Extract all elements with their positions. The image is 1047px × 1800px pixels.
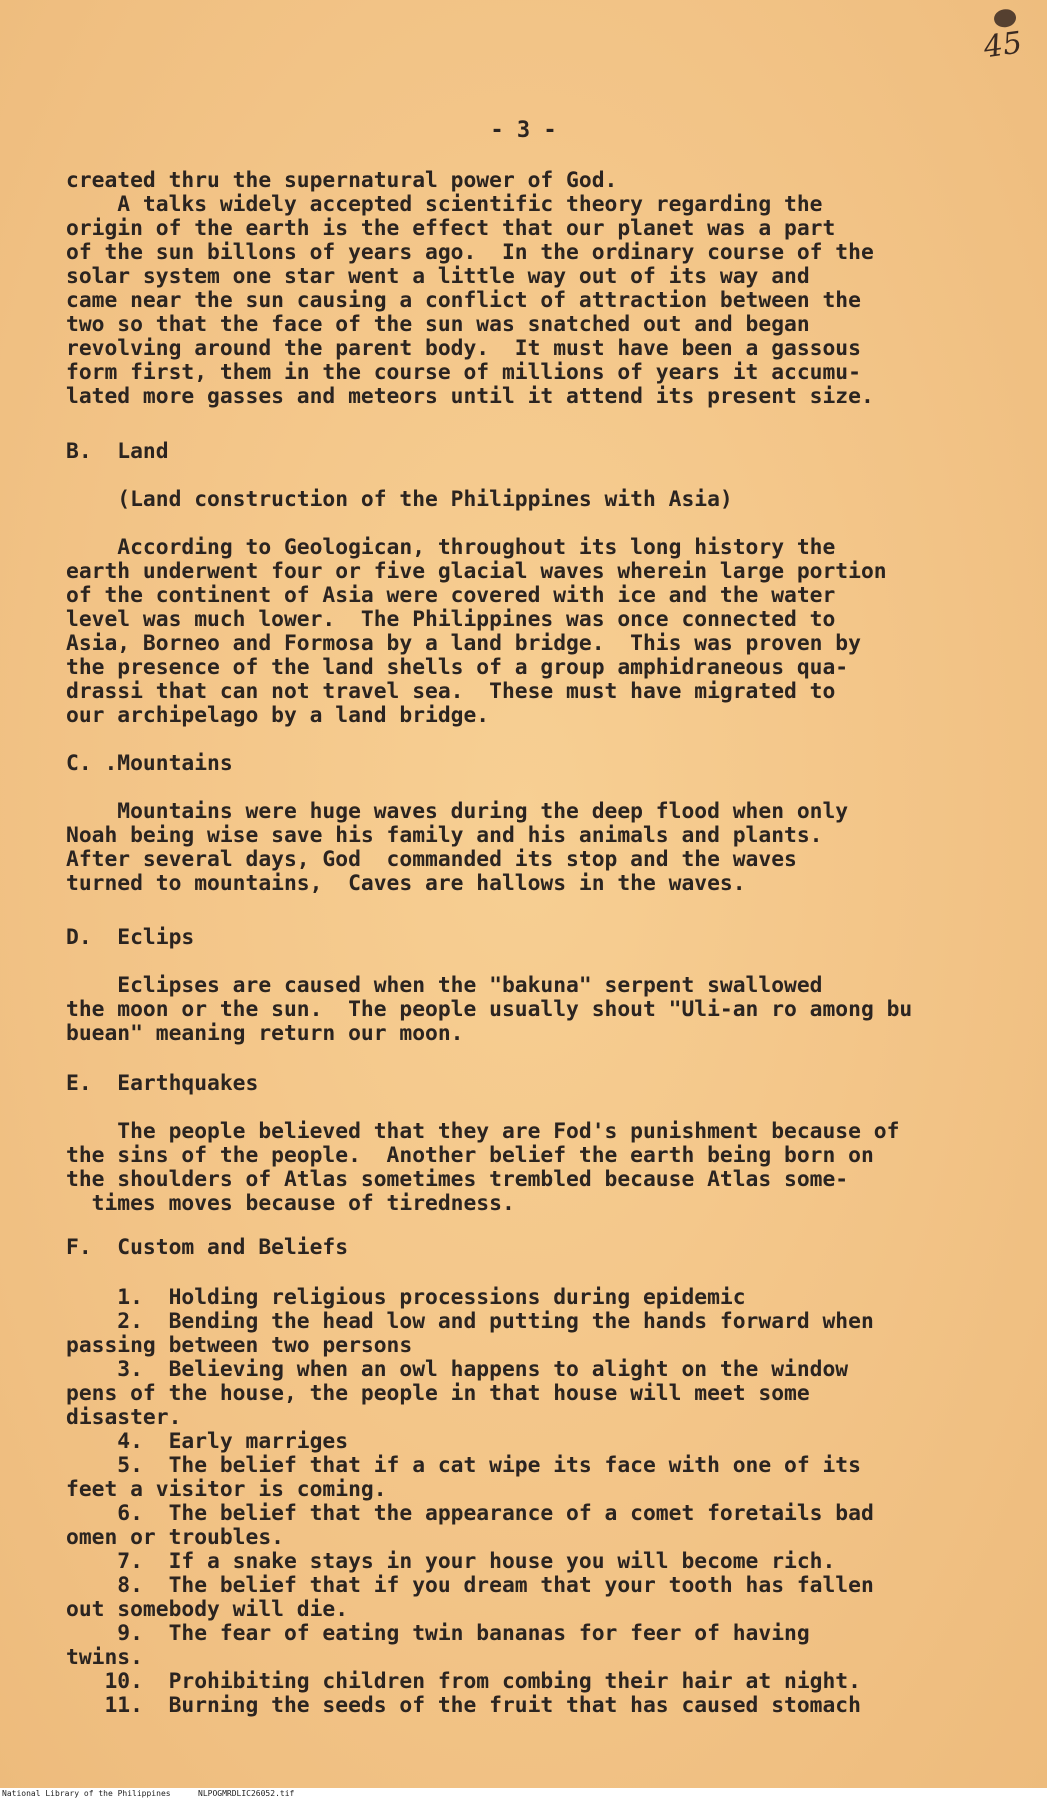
paragraph-earth-origin: created thru the supernatural power of God. A talks widely accepted scientific theory regarding the origin of the earth is the effect that our planet was a part of the sun billons of years ago. In the ordinary course of the solar system one star went a little way out of its way and came near the sun causing a conflict of attraction between the two so that the face of the sun was snatched out and began revolving around the parent body. It must have been a gassous form first, them in the course of millions of years it accumu- lated more gasses and meteors until it attend its present size. [66, 168, 874, 409]
archive-footer [0, 1788, 1047, 1800]
footer-library-name: National Library of the Philippines [2, 1789, 171, 1798]
section-heading-customs: F. Custom and Beliefs [66, 1235, 349, 1260]
handwritten-page-mark [979, 6, 1025, 66]
section-heading-land: B. Land [66, 439, 169, 464]
paragraph-land: According to Geologican, throughout its long history the earth underwent four or five glacial waves wherein large portion of the continent of Asia were covered with ice and the water level was much lower. The Philippines was once connected to Asia, Borneo and Formosa by a land bridge. This was proven by the presence of the land shells of a group amphidraneous qua- drassi that can not travel sea. These must have migrated to our archipelago by a land bridge. [66, 535, 887, 728]
paragraph-earthquakes: The people believed that they are Fod's punishment because of the sins of the people. Another belief the earth being born on the shoulders of Atlas sometimes trembled because Atlas some- times moves because of tiredness. [66, 1119, 900, 1216]
section-subheading-land: (Land construction of the Philippines with Asia) [66, 487, 733, 512]
handwritten-number: 45 [981, 25, 1025, 66]
footer-file-name: NLPOGMRDLIC26052.tif [198, 1789, 295, 1798]
section-heading-earthquakes: E. Earthquakes [66, 1071, 259, 1096]
paragraph-mountains: Mountains were huge waves during the deep flood when only Noah being wise save his family and his animals and plants. After several days, God commanded its stop and the waves turned to mountains, Caves are hallows in the waves. [66, 799, 849, 896]
list-customs-beliefs: 1. Holding religious processions during epidemic 2. Bending the head low and putting the hands forward when passing between two persons 3. Believing when an owl happens to alight on the window pens of the house, the people in that house will meet some disaster. 4. Early marriges 5. The belief that if a cat wipe its face with one of its feet a visitor is coming. 6. The belief that the appearance of a comet foretails bad omen or troubles. 7. If a snake stays in your house you will become rich. 8. The belief that if you dream that your tooth has fallen out somebody will die. 9. The fear of eating twin bananas for feer of having twins. 10. Prohibiting children from combing their hair at night. 11. Burning the seeds of the fruit that has caused stomach [66, 1285, 874, 1718]
section-heading-eclips: D. Eclips [66, 925, 195, 950]
paragraph-eclips: Eclipses are caused when the "bakuna" serpent swallowed the moon or the sun. The people usually shout "Uli-an ro among bu buean" meaning return our moon. [66, 973, 913, 1046]
section-heading-mountains: C. .Mountains [66, 751, 233, 776]
page-number: - 3 - [490, 118, 557, 143]
